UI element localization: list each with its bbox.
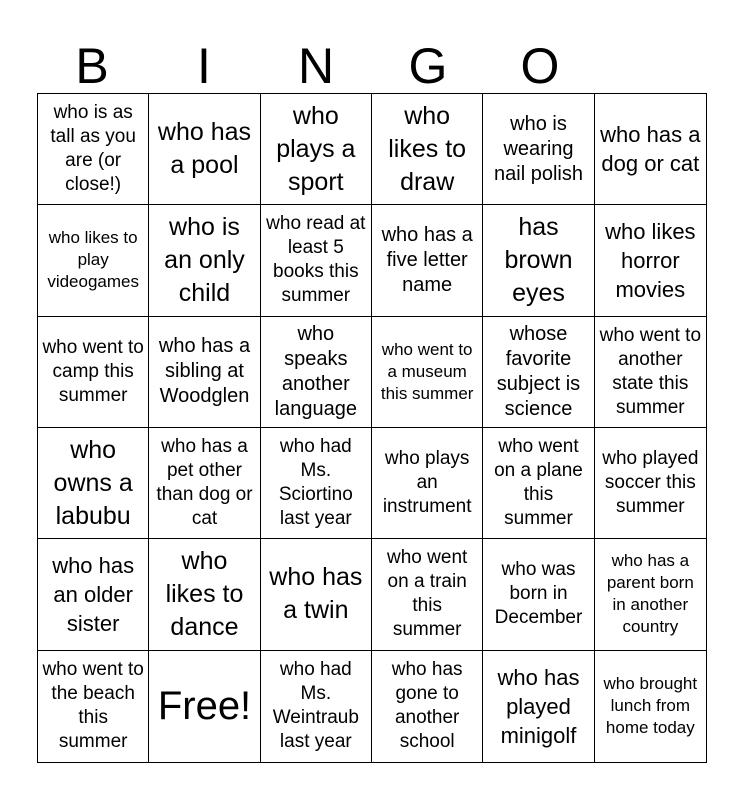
bingo-cell[interactable]: who was born in December bbox=[483, 539, 594, 650]
bingo-cell[interactable]: who has played minigolf bbox=[483, 651, 594, 762]
bingo-cell[interactable]: who has a dog or cat bbox=[595, 94, 706, 205]
bingo-cell[interactable]: who has a pet other than dog or cat bbox=[149, 428, 260, 539]
bingo-cell[interactable]: who has a five letter name bbox=[372, 205, 483, 316]
bingo-cell[interactable]: who played soccer this summer bbox=[595, 428, 706, 539]
bingo-cell[interactable]: who is as tall as you are (or close!) bbox=[38, 94, 149, 205]
bingo-cell[interactable]: who has a parent born in another country bbox=[595, 539, 706, 650]
bingo-cell[interactable]: who brought lunch from home today bbox=[603, 674, 698, 738]
bingo-cell[interactable]: whose favorite subject is science bbox=[483, 317, 594, 428]
header-letter-b: B bbox=[75, 38, 109, 94]
bingo-cell[interactable]: who went on a plane this summer bbox=[483, 428, 594, 539]
bingo-cell[interactable]: has brown eyes bbox=[483, 205, 594, 316]
bingo-cell[interactable]: who has an older sister bbox=[38, 539, 149, 650]
bingo-cell[interactable]: who plays a sport bbox=[261, 94, 372, 205]
header-letter-o: O bbox=[520, 38, 560, 94]
bingo-cell[interactable]: who is an only child bbox=[149, 205, 260, 316]
bingo-cell[interactable]: who had Ms. Sciortino last year bbox=[261, 428, 372, 539]
bingo-cell[interactable]: who went to camp this summer bbox=[38, 317, 149, 428]
bingo-cell[interactable]: who read at least 5 books this summer bbox=[261, 205, 372, 316]
bingo-cell[interactable]: who has a pool bbox=[149, 94, 260, 205]
bingo-cell[interactable]: who has a twin bbox=[261, 539, 372, 650]
bingo-cell[interactable]: who went to the beach this summer bbox=[38, 651, 149, 762]
bingo-cell[interactable]: who has a sibling at Woodglen bbox=[149, 317, 260, 428]
bingo-cell[interactable]: who speaks another language bbox=[261, 317, 372, 428]
bingo-cell[interactable]: who is wearing nail polish bbox=[483, 94, 594, 205]
header-letter-g: G bbox=[408, 38, 448, 94]
bingo-cell[interactable]: who has gone to another school bbox=[372, 651, 483, 762]
bingo-header bbox=[36, 38, 708, 94]
bingo-cell[interactable]: who likes horror movies bbox=[595, 205, 706, 316]
bingo-cell[interactable]: who owns a labubu bbox=[38, 428, 149, 539]
bingo-cell[interactable]: who went on a train this summer bbox=[372, 539, 483, 650]
bingo-card bbox=[37, 93, 707, 763]
bingo-cell[interactable]: who likes to dance bbox=[149, 539, 260, 650]
bingo-cell[interactable]: who went to another state this summer bbox=[595, 317, 706, 428]
header-letter-i: I bbox=[197, 38, 211, 94]
bingo-cell[interactable]: who plays an instrument bbox=[372, 428, 483, 539]
bingo-cell[interactable]: who had Ms. Weintraub last year bbox=[261, 651, 372, 762]
bingo-cell[interactable]: who went to a museum this summer bbox=[372, 317, 483, 428]
bingo-cell[interactable]: who likes to draw bbox=[372, 94, 483, 205]
bingo-cell[interactable]: who likes to play videogames bbox=[38, 205, 149, 316]
bingo-free-cell[interactable]: Free! bbox=[149, 651, 260, 762]
header-letter-n: N bbox=[297, 38, 335, 94]
